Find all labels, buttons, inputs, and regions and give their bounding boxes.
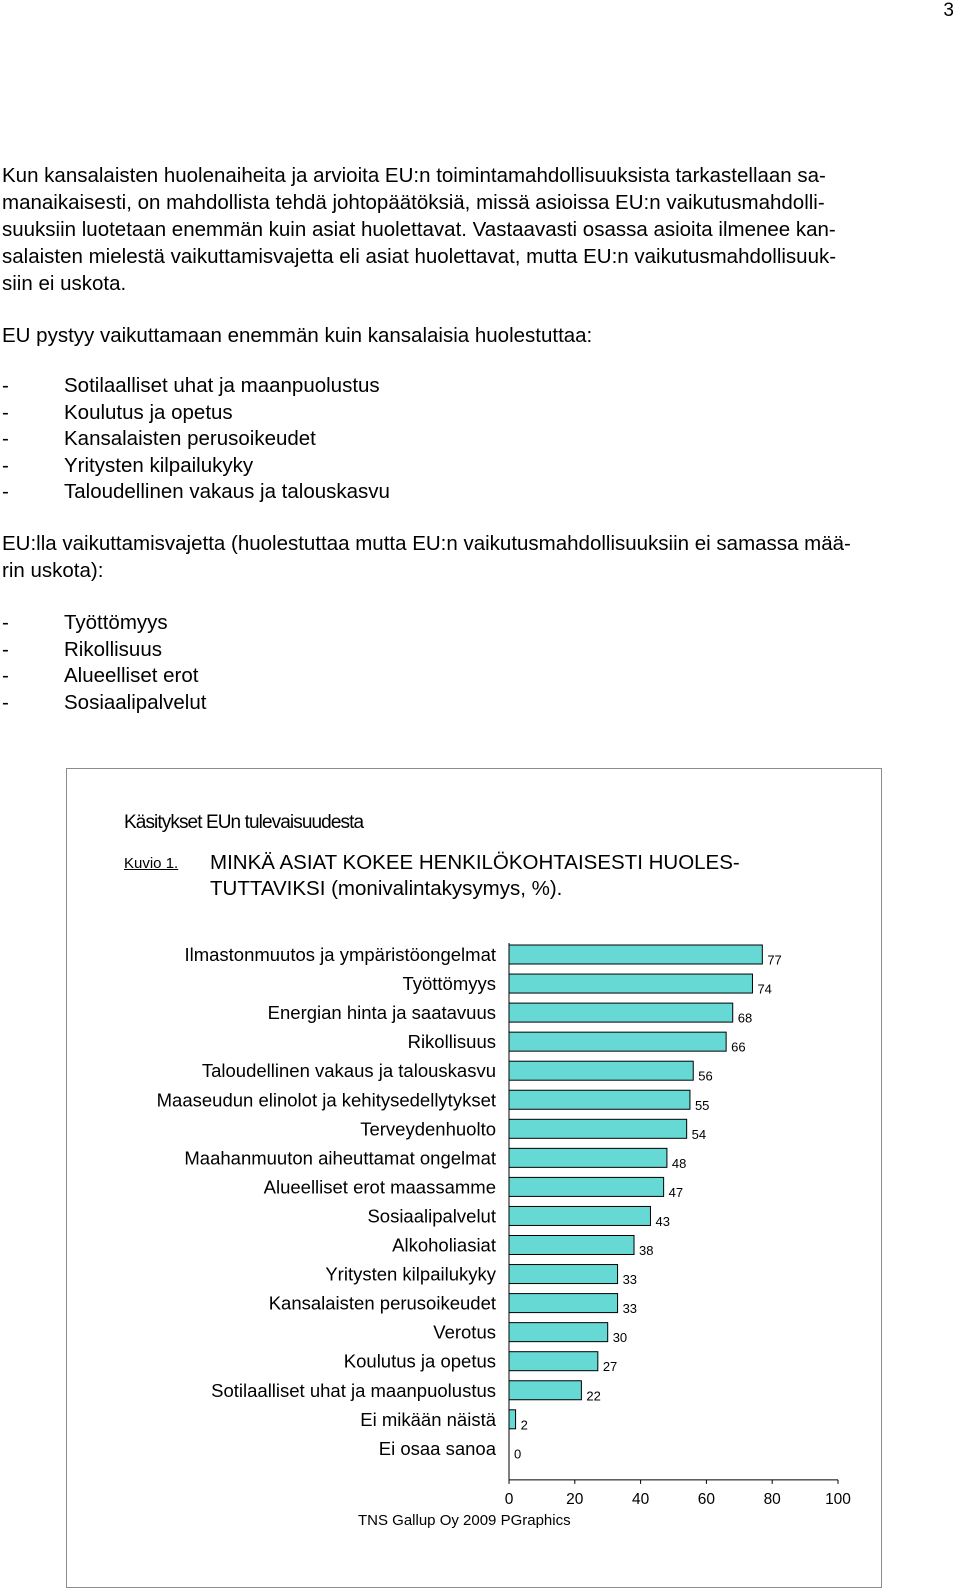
category-label: Energian hinta ja saatavuus [267,1002,496,1024]
x-tick-label: 20 [566,1490,584,1508]
paragraph-line: siin ei uskota. [2,272,127,295]
list-item: - Yritysten kilpailukyky [2,453,254,477]
bar [509,1148,667,1167]
category-label: Rikollisuus [407,1031,496,1053]
paragraph-line: Kun kansalaisten huolenaiheita ja arvioita EU:n toimintamahdollisuuksista tarkastellaan sa- [2,164,826,187]
caption-line: TUTTAVIKSI (monivalintakysymys, %). [210,877,563,900]
bar [509,1381,581,1400]
data-label: 22 [586,1388,601,1404]
bar [509,1323,608,1342]
category-label: Sotilaalliset uhat ja maanpuolustus [211,1379,496,1401]
category-label: Ei osaa sanoa [378,1437,496,1459]
bar [509,1177,664,1196]
data-label: 2 [520,1417,528,1433]
paragraph-line: rin uskota): [2,559,104,582]
data-label: 48 [671,1155,687,1171]
bar [509,945,762,964]
data-label: 30 [612,1330,628,1346]
data-label: 77 [767,952,782,968]
category-label: Yritysten kilpailukyky [325,1263,496,1285]
data-label: 43 [655,1213,670,1229]
caption-line: MINKÄ ASIAT KOKEE HENKILÖKOHTAISESTI HUOLES- [210,851,740,874]
bar [509,1003,733,1022]
bar [509,1352,598,1371]
bar [509,974,752,993]
category-label: Sosiaalipalvelut [367,1205,496,1227]
bar [509,1119,687,1138]
x-tick-label: 100 [825,1490,851,1508]
category-label: Maaseudun elinolot ja kehitysedellytykset [156,1089,496,1111]
data-label: 27 [602,1359,618,1375]
category-label: Taloudellinen vakaus ja talouskasvu [201,1060,496,1082]
section1-intro: EU pystyy vaikuttamaan enemmän kuin kansalaisia huolestuttaa: [2,324,593,347]
category-label: Alkoholiasiat [392,1234,496,1256]
category-label: Terveydenhuolto [360,1118,496,1140]
bar [509,1236,634,1255]
bar [509,1061,693,1080]
list-item: - Sotilaalliset uhat ja maanpuolustus [2,374,380,397]
category-label: Kansalaisten perusoikeudet [268,1292,496,1314]
list-item: - Rikollisuus [2,637,162,661]
list-item: - Alueelliset erot [2,664,199,687]
bar [509,1265,618,1284]
category-label: Ei mikään näistä [360,1408,496,1430]
data-label: 0 [514,1446,522,1462]
paragraph-line: suuksiin luotetaan enemmän kuin asiat huolettavat. Vastaavasti osassa asioita ilmenee kan- [2,218,836,241]
bar [509,1410,516,1429]
category-label: Verotus [433,1321,496,1343]
paragraph-line: salaisten mielestä vaikuttamisvajetta eli asiat huolettavat, mutta EU:n vaikutusmahdollisuuk- [2,245,837,268]
page-number: 3 [943,0,954,21]
category-label: Maahanmuuton aiheuttamat ongelmat [184,1147,496,1169]
bar [509,1206,650,1225]
category-label: Koulutus ja opetus [343,1350,496,1372]
list-item: - Koulutus ja opetus [2,400,233,424]
x-tick-label: 60 [697,1490,716,1508]
paragraph-line: EU:lla vaikuttamisvajetta (huolestuttaa mutta EU:n vaikutusmahdollisuuksiin ei samassa mää- [2,532,851,555]
bar [509,1294,618,1313]
data-label: 38 [639,1243,654,1258]
x-tick-label: 40 [631,1490,650,1508]
figure-label: Kuvio 1. [124,855,179,872]
data-label: 47 [668,1184,684,1200]
list-item: - Sosiaalipalvelut [2,690,207,714]
data-label: 33 [622,1272,638,1288]
x-tick-label: 80 [763,1490,781,1508]
data-label: 74 [757,981,772,997]
data-label: 68 [737,1010,753,1026]
data-label: 66 [731,1039,746,1055]
paragraph-line: manaikaisesti, on mahdollista tehdä johtopäätöksiä, missä asioissa EU:n vaikutusmahdolli- [2,191,825,214]
category-label: Ilmastonmuutos ja ympäristöongelmat [184,944,496,965]
category-label: Alueelliset erot maassamme [263,1176,496,1198]
bar [509,1032,726,1051]
category-label: Työttömyys [402,973,496,995]
data-label: 56 [698,1068,713,1084]
bar [509,1090,690,1109]
data-label: 33 [622,1301,638,1317]
figure-header: Käsitykset EUn tulevaisuudesta [124,812,364,833]
x-tick-label: 0 [504,1490,514,1508]
list-item: - Kansalaisten perusoikeudet [2,427,316,450]
data-label: 54 [691,1126,707,1142]
list-item: - Työttömyys [2,611,168,634]
data-label: 55 [694,1097,710,1113]
list-item: - Taloudellinen vakaus ja talouskasvu [2,480,390,503]
figure-credit: TNS Gallup Oy 2009 PGraphics [358,1512,571,1529]
